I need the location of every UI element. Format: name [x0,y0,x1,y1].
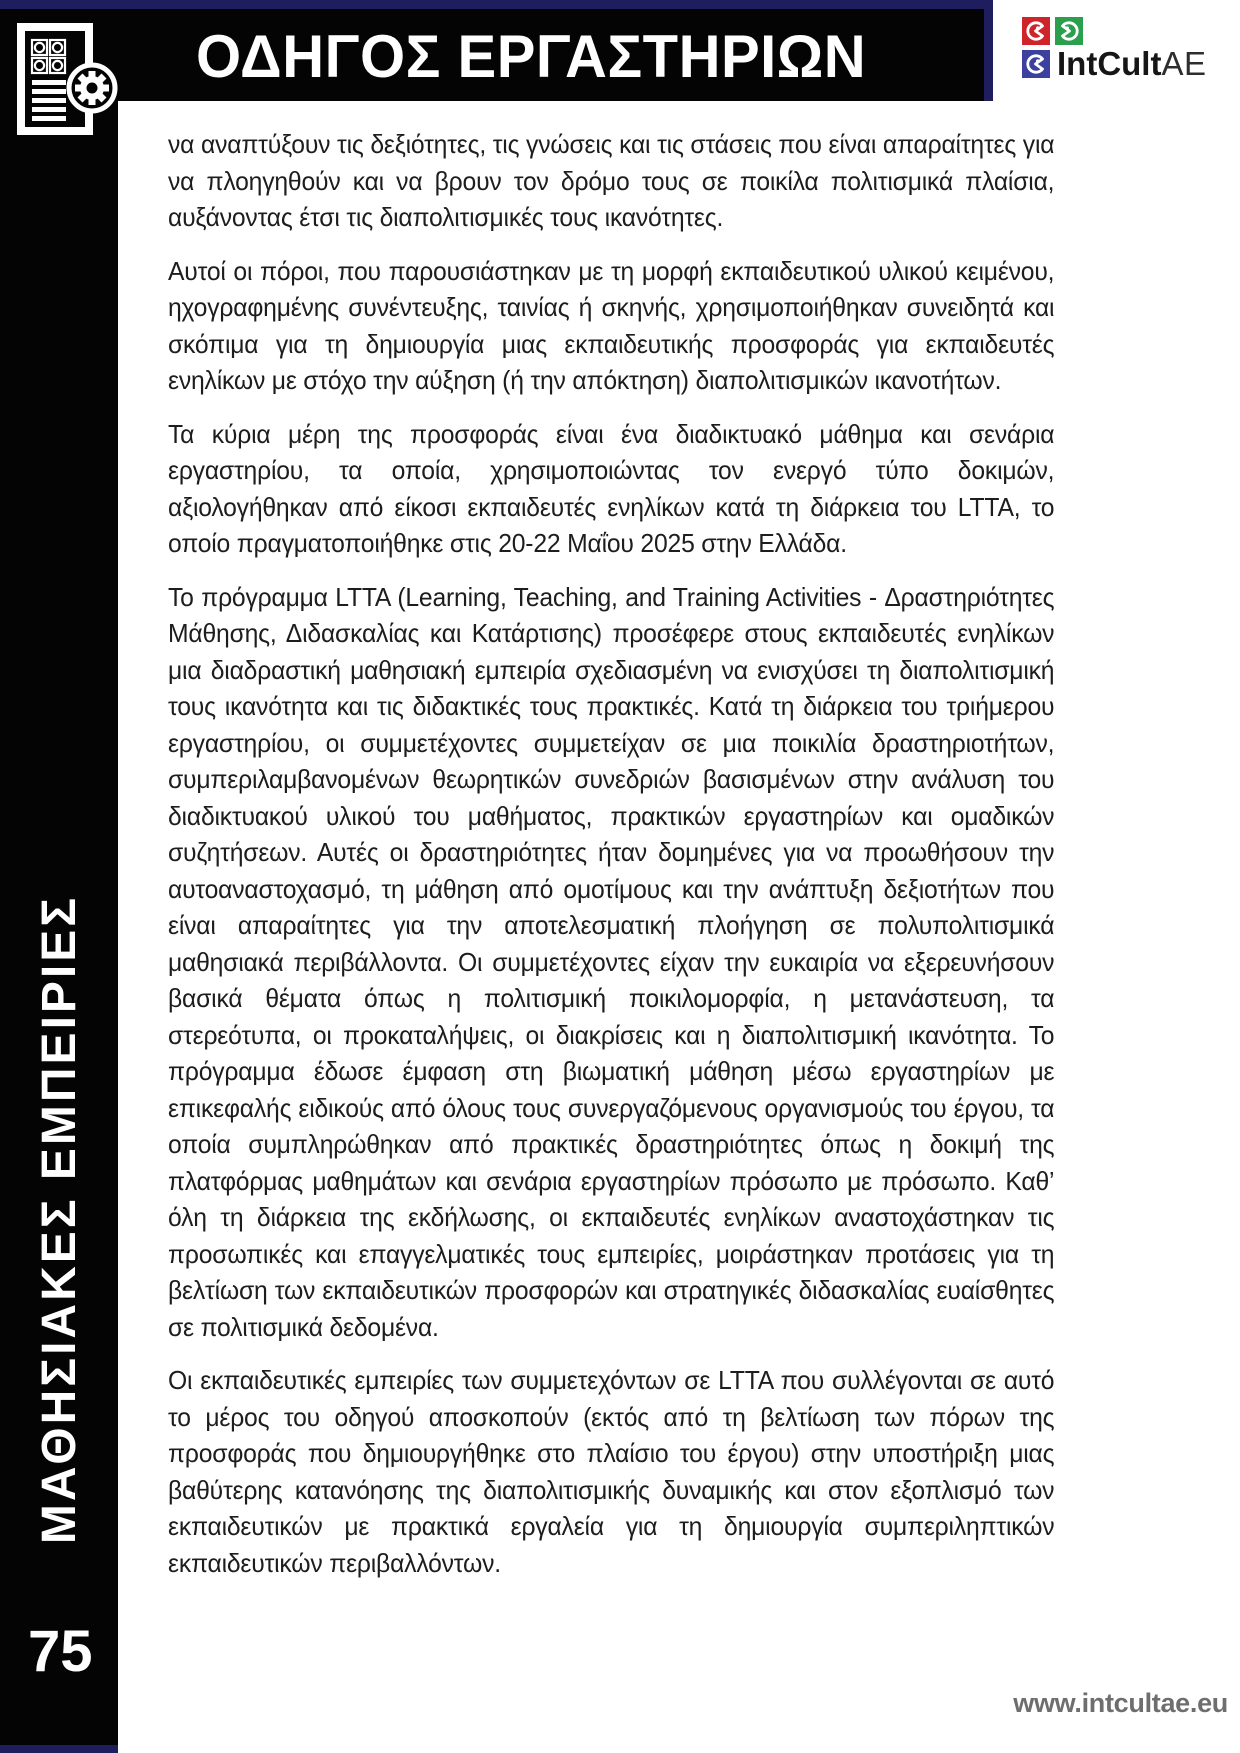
section-vertical-label: ΜΑΘΗΣΙΑΚΕΣ ΕΜΠΕΙΡΙΕΣ [33,894,86,1545]
logo-wordmark [1057,45,1207,82]
pacman-face-icon-blue [1022,50,1050,78]
page-title: ΟΔΗΓΟΣ ΕΡΓΑΣΤΗΡΙΩΝ [196,23,867,91]
paragraph-5: Οι εκπαιδευτικές εμπειρίες των συμμετεχόντων σε LTTA που συλλέγονται σε αυτό το μέρος του οδηγού αποσκοπούν (εκτός από τη βελτίωση των πόρων της προσφοράς που δημιουργήθηκε στο πλαίσιο του έργου) στην υποστήριξη μιας βαθύτερης κατανόησης της διαπολιτισμικής δυναμικής και στον εξοπλισμό των εκπαιδευτικών με πρακτικά εργαλεία για τη δημιουργία συμπεριληπτικών εκπαιδευτικών περιβαλλόντων. [168,1365,1055,1578]
intcultae-logo [1022,17,1232,82]
footer-website-link[interactable]: www.intcultae.eu [1013,1688,1228,1718]
paragraph-3: Τα κύρια μέρη της προσφοράς είναι ένα διαδικτυακό μάθημα και σενάρια εργαστηρίου, τα οποία, χρησιμοποιώντας τον ενεργό τύπο δοκιμών, αξιολογήθηκαν από είκοσι εκπαιδευτές ενηλίκων κατά τη διάρκεια του LTTA, το οποίο πραγματοποιήθηκε στις 20-22 Μαΐου 2025 στην Ελλάδα. [168,418,1055,558]
header-right-accent [984,0,993,101]
document-gear-icon [16,22,120,136]
header-top-accent [0,0,993,9]
paragraph-1: να αναπτύξουν τις δεξιότητες, τις γνώσεις και τις στάσεις που είναι απαραίτητες για να πλοηγηθούν και να βρουν τον δρόμο τους σε ποικίλα πολιτισμικά πλαίσια, αυξάνοντας έτσι τις διαπολιτισμικές τους ικανότητες. [168,129,1055,232]
sidebar-bottom-accent [0,1745,118,1753]
paragraph-4: Το πρόγραμμα LTTA (Learning, Teaching, and Training Activities - Δραστηριότητες Μάθησης, Διδασκαλίας και Κατάρτισης) προσέφερε στους εκπαιδευτές ενηλίκων μια διαδραστική μαθησιακή εμπειρία σχεδιασμένη να ενισχύσει τη διαπολιτισμική τους ικανότητα και τις διδακτικές τους πρακτικές. Κατά τη διάρκεια του τριήμερου εργαστηρίου, οι συμμετέχοντες συμμετείχαν σε μια ποικιλία δραστηριοτήτων, συμπεριλαμβανομένων θεωρητικών συνεδριών βασισμένων στην ανάλυση του διαδικτυακού υλικού του μαθήματος, πρακτικών εργαστηρίων και ομαδικών συζητήσεων. Αυτές οι δραστηριότητες ήταν δομημένες για να προωθήσουν την αυτοαναστοχασμό, τη μάθηση από ομοτίμους και την ανάπτυξη δεξιοτήτων που είναι απαραίτητες για την αποτελεσματική πλοήγηση σε πολυπολιτισμικά μαθησιακά περιβάλλοντα. Οι συμμετέχοντες είχαν την ευκαιρία να εξερευνήσουν βασικά θέματα όπως η πολιτισμική ποικιλομορφία, η μετανάστευση, τα στερεότυπα, οι προκαταλήψεις, οι διακρίσεις και η διαπολιτισμική ικανότητα. Το πρόγραμμα έδωσε έμφαση στη βιωματική μάθηση μέσω εργαστηρίων με επικεφαλής ειδικούς από όλους τους συνεργαζόμενους οργανισμούς του έργου, τα οποία συμπληρώθηκαν από πρακτικές δραστηριότητες όπως η δοκιμή της πλατφόρμας μαθημάτων και σενάρια εργαστηρίων πρόσωπο με πρόσωπο. Καθ’ όλη τη διάρκεια της εκδήλωσης, οι εκπαιδευτές ενηλίκων αναστοχάστηκαν τις προσωπικές και επαγγελματικές τους εμπειρίες, μοιράστηκαν προτάσεις για τη βελτίωση των εκπαιδευτικών προσφορών και στρατηγικές διδασκαλίας ευαίσθητες σε πολιτισμικά δεδομένα. [168,581,1055,1342]
paragraph-2: Αυτοί οι πόροι, που παρουσιάστηκαν με τη μορφή εκπαιδευτικού υλικού κειμένου, ηχογραφημένης συνέντευξης, ταινίας ή σκηνής, χρησιμοποιήθηκαν συνειδητά και σκόπιμα για τη δημιουργία μιας εκπαιδευτικής προσφοράς για εκπαιδευτές ενηλίκων με στόχο την αύξηση (ή την απόκτηση) διαπολιτισμικών ικανοτήτων. [168,255,1055,395]
logo-text-light: AE [1161,45,1207,82]
body-text [168,126,1054,1598]
pacman-face-icon-green [1055,17,1083,45]
page-number: 75 [28,1619,93,1684]
logo-text-bold: IntCult [1057,45,1162,82]
pacman-face-icon-red [1022,17,1050,45]
